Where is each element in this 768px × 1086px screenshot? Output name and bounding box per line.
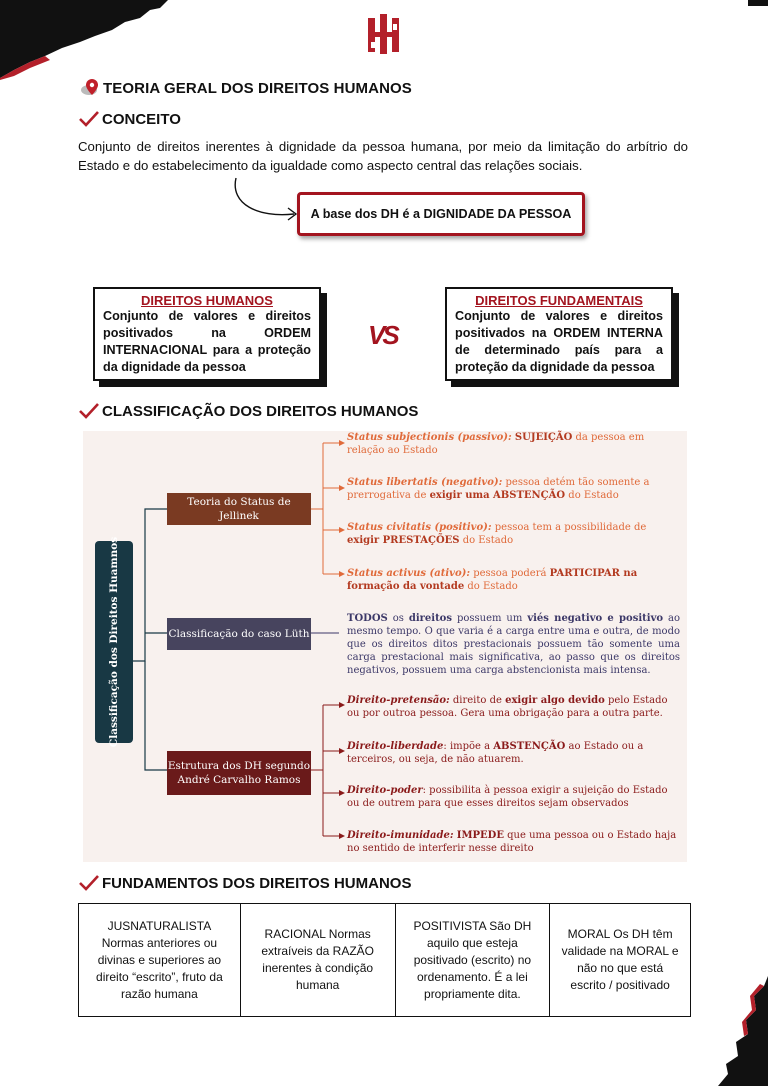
jellinek-item: Status civitatis (positivo): pessoa tem a possibilidade de exigir PRESTAÇÕES do Estado [347, 522, 647, 546]
root-node-label: Classificação dos Direitos Huamnos [108, 536, 121, 748]
table-row [79, 904, 691, 1017]
checkmark-icon [78, 110, 100, 128]
callout-text: A base dos DH é a DIGNIDADE DA PESSOA [310, 207, 572, 221]
table-cell: RACIONAL Normas extraíveis da RAZÃO inerentes à condição humana [240, 904, 395, 1017]
luth-text: TODOS os direitos possuem um viés negativo e positivo ao mesmo tempo. O que varia é a carga entre uma e outra, de modo que os direitos ditos prestacionais possuem tão somente uma carga prestacional mais significativa, ao passo que os direitos negativos, possuem uma carga abstencionista mais intensa. [347, 613, 680, 676]
ramos-item: Direito-pretensão: direito de exigir algo devido pelo Estado ou por outroa pessoa. Gera uma obrigação para a outra parte. [347, 695, 668, 719]
ramos-item: Direito-poder: possibilita à pessoa exigir a sujeição do Estado ou de outrem para que esses direitos sejam observados [347, 785, 668, 809]
logo-icon [366, 12, 402, 56]
conceito-heading: CONCEITO [102, 111, 181, 128]
jellinek-item: Status subjectionis (passivo): SUJEIÇÃO da pessoa em relação ao Estado [347, 432, 645, 456]
checkmark-icon [78, 402, 100, 420]
jellinek-node: Teoria do Status de Jellinek [167, 493, 311, 525]
checkmark-icon [78, 874, 100, 892]
direitos-fundamentais-text: Conjunto de valores e direitos positivados na ORDEM INTERNA de determinado país para a proteção da dignidade da pessoa [455, 309, 663, 374]
ramos-node-label: Estrutura dos DH segundo André Carvalho Ramos [167, 760, 311, 786]
header-corner [748, 0, 768, 6]
conceito-text: Conjunto de direitos inerentes à dignidade da pessoa humana, por meio da limitação do arbítrio do Estado e do estabelecimento da igualdade como aspecto central das relações sociais. [78, 139, 688, 173]
root-node [95, 536, 133, 748]
fundamentos-table [78, 903, 691, 1017]
direitos-humanos-box [93, 287, 321, 381]
footer-corner [698, 976, 768, 1086]
table-cell: MORAL Os DH têm validade na MORAL e não no que está escrito / positivado [550, 904, 691, 1017]
header-banner [0, 0, 170, 80]
jellinek-item: Status libertatis (negativo): pessoa detém tão somente a prerrogativa de exigir uma ABSTENÇÃO do Estado [347, 477, 650, 501]
classificacao-heading: CLASSIFICAÇÃO DOS DIREITOS HUMANOS [102, 403, 419, 420]
page-title: TEORIA GERAL DOS DIREITOS HUMANOS [103, 80, 412, 97]
ramos-item: Direito-imunidade: IMPEDE que uma pessoa ou o Estado haja no sentido de interferir nesse direito [347, 830, 677, 854]
fundamentos-heading: FUNDAMENTOS DOS DIREITOS HUMANOS [102, 875, 412, 892]
location-pin-icon [80, 77, 102, 99]
curved-arrow-icon [228, 176, 308, 226]
direitos-fundamentais-title: DIREITOS FUNDAMENTAIS [475, 293, 643, 308]
vs-label: VS [368, 320, 397, 350]
table-cell: JUSNATURALISTA Normas anteriores ou divinas e superiores ao direito “escrito”, fruto da razão humana [79, 904, 241, 1017]
direitos-humanos-title: DIREITOS HUMANOS [141, 293, 273, 308]
ramos-item: Direito-liberdade: impõe a ABSTENÇÃO ao Estado ou a terceiros, ou seja, de não atuarem. [347, 741, 644, 765]
direitos-humanos-text: Conjunto de valores e direitos positivados na ORDEM INTERNACIONAL para a proteção da dignidade da pessoa [103, 309, 311, 374]
jellinek-item: Status activus (ativo): pessoa poderá PARTICIPAR na formação da vontade do Estado [347, 568, 638, 592]
table-cell: POSITIVISTA São DH aquilo que esteja positivado (escrito) no ordenamento. É a lei propriamente dita. [395, 904, 550, 1017]
callout-box [297, 192, 585, 236]
ramos-node [167, 751, 311, 795]
luth-node: Classificação do caso Lüth [167, 618, 311, 650]
direitos-fundamentais-box [445, 287, 673, 381]
